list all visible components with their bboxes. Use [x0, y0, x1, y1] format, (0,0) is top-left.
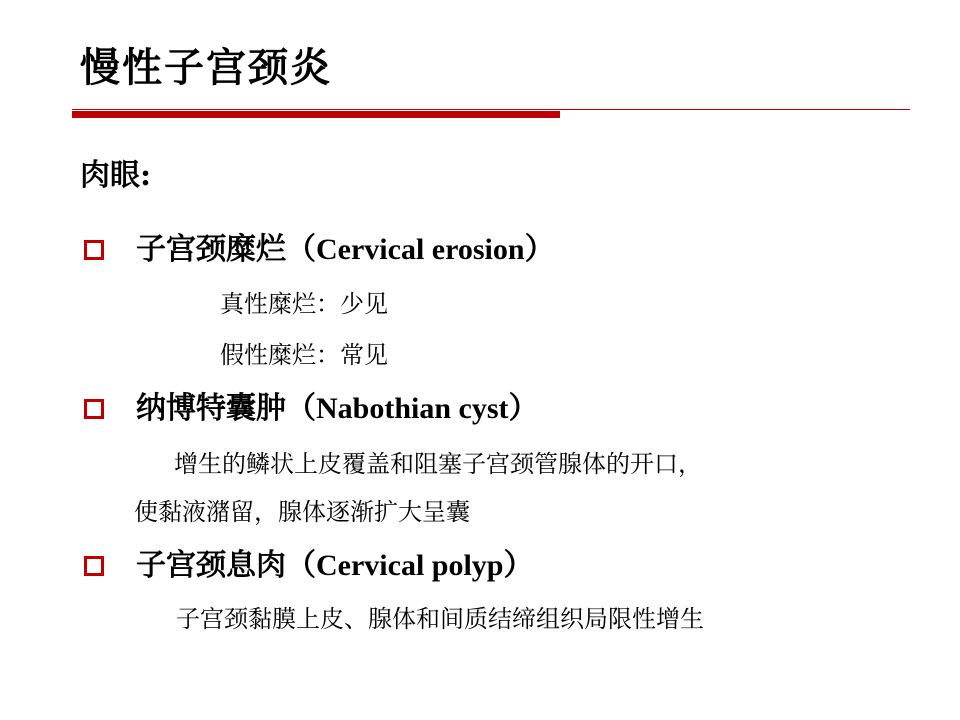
slide-title: 慢性子宫颈炎 — [80, 44, 332, 91]
bullet-item-cervical-erosion — [84, 228, 555, 272]
hollow-square-bullet-icon — [84, 556, 104, 576]
bullet-item-label — [136, 228, 555, 272]
detail-true-erosion: 真性糜烂：少见 — [220, 290, 388, 318]
item-english-term: （Nabothian cyst） — [286, 392, 539, 425]
item-english-term: （Cervical polyp） — [286, 549, 534, 582]
bullet-item-cervical-polyp — [84, 544, 534, 588]
title-underline-thick — [72, 111, 560, 118]
item-chinese-term: 子宫颈息肉 — [136, 548, 286, 583]
item-chinese-term: 子宫颈糜烂 — [136, 232, 286, 267]
hollow-square-bullet-icon — [84, 240, 104, 260]
detail-cyst-line-1: 增生的鳞状上皮覆盖和阻塞子宫颈管腺体的开口， — [174, 450, 702, 478]
bullet-item-nabothian-cyst — [84, 387, 539, 431]
detail-polyp-line-1: 子宫颈黏膜上皮、腺体和间质结缔组织局限性增生 — [176, 605, 704, 633]
hollow-square-bullet-icon — [84, 399, 104, 419]
item-english-term: （Cervical erosion） — [286, 233, 555, 266]
item-chinese-term: 纳博特囊肿 — [136, 391, 286, 426]
detail-cyst-line-2: 使黏液潴留，腺体逐渐扩大呈囊 — [134, 498, 470, 526]
bullet-item-label — [136, 544, 534, 588]
bullet-item-label — [136, 387, 539, 431]
section-subheading: 肉眼: — [80, 158, 152, 193]
title-underline-thin — [72, 109, 910, 110]
detail-false-erosion: 假性糜烂：常见 — [220, 341, 388, 369]
